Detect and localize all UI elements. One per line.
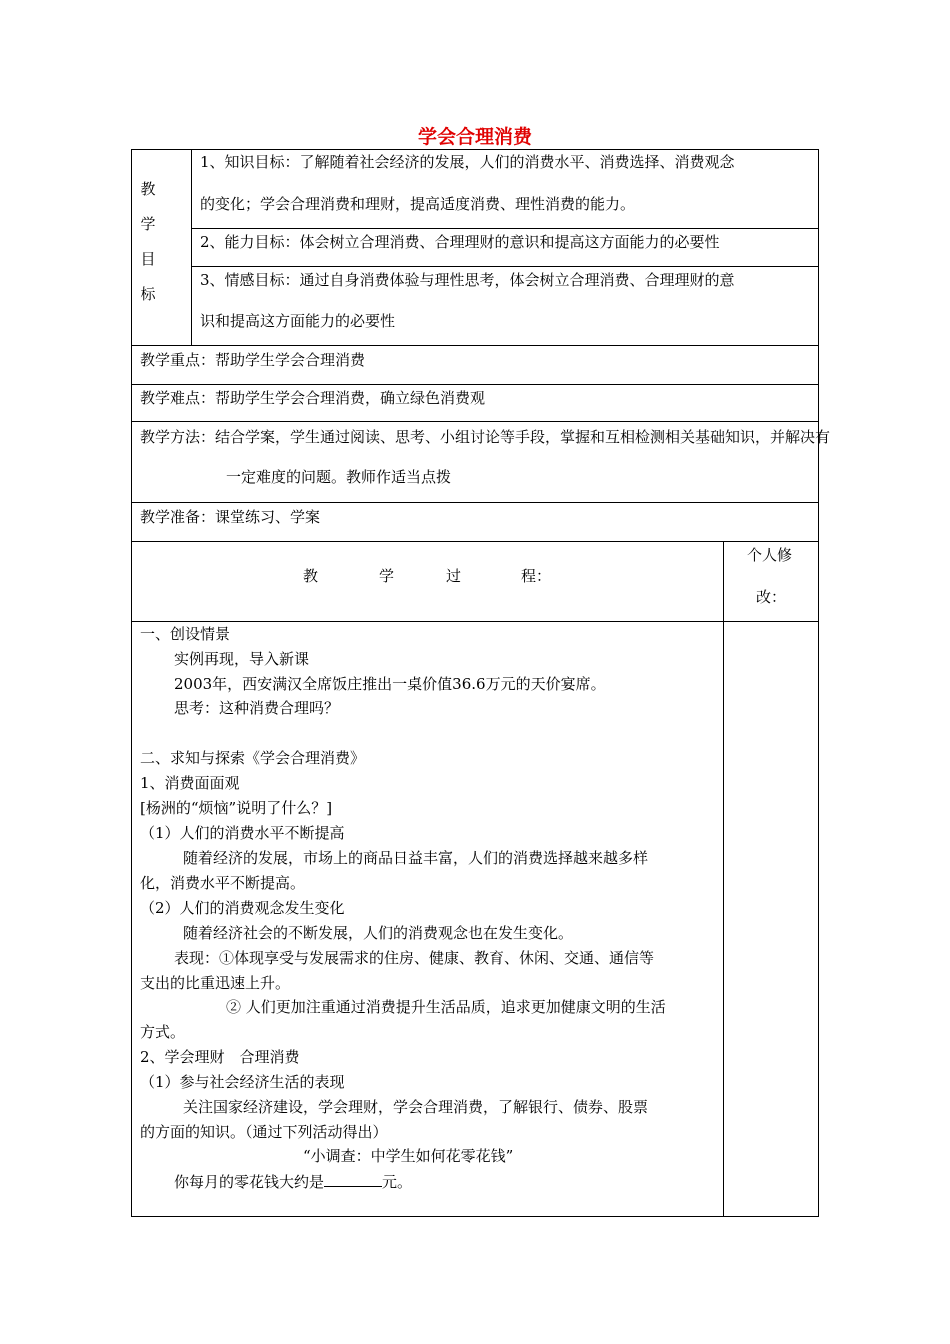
content-line: 方式。 [140,1023,186,1041]
row-divider [131,621,819,622]
content-line: 思考：这种消费合理吗？ [174,699,340,717]
objective-ability: 2、能力目标：体会树立合理消费、合理理财的意识和提高这方面能力的必要性 [200,233,720,251]
objective-emotion-line1: 3、情感目标：通过自身消费体验与理性思考，体会树立合理消费、合理理财的意 [200,271,735,289]
revision-header-line2: 改： [756,588,787,606]
objective-divider [191,228,819,229]
content-line: 关注国家经济建设，学会理财，学会合理消费，了解银行、债券、股票 [183,1098,649,1116]
allowance-blank [324,1171,382,1187]
objective-divider [191,266,819,267]
page-title: 学会合理消费 [417,126,532,148]
method-line1: 教学方法：结合学案，学生通过阅读、思考、小组讨论等手段，掌握和互相检测相关基础知识，并解决有 [140,428,831,446]
preparation: 教学准备：课堂练习、学案 [140,508,321,526]
content-line: 表现：①体现享受与发展需求的住房、健康、教育、休闲、交通、通信等 [174,949,655,967]
content-line: （1）参与社会经济生活的表现 [140,1073,345,1091]
content-line: 1、消费面面观 [140,774,240,792]
allowance-unit: 元。 [382,1173,413,1191]
process-header-char: 过 [446,567,462,585]
key-point: 教学重点：帮助学生学会合理消费 [140,351,366,369]
content-line: 2003年，西安满汉全席饭庄推出一桌价值36.6万元的天价宴席。 [174,675,606,693]
row-divider [131,421,819,422]
objectives-label: 教 学 目 标 [140,180,156,303]
content-line: 支出的比重迅速上升。 [140,974,291,992]
content-line: [杨洲的“烦恼”说明了什么？] [140,799,333,817]
process-header-char: 程： [521,567,552,585]
content-line: 一、创设情景 [140,625,231,643]
row-divider [131,345,819,346]
content-line: 二、求知与探索《学会合理消费》 [140,749,366,767]
revision-column-divider [723,541,724,1217]
process-header-char: 教 [303,567,319,585]
objective-label-divider [191,149,192,345]
row-divider [131,384,819,385]
content-line: “小调查：中学生如何花零花钱” [303,1147,514,1165]
content-line: （2）人们的消费观念发生变化 [140,899,345,917]
content-line: 2、学会理财 合理消费 [140,1048,300,1066]
content-line: 的方面的知识。（通过下列活动得出） [140,1123,388,1141]
row-divider [131,541,819,542]
row-divider [131,502,819,503]
content-line: 实例再现，导入新课 [174,650,310,668]
objective-knowledge-line2: 的变化；学会合理消费和理财，提高适度消费、理性消费的能力。 [200,195,636,213]
allowance-question: 你每月的零花钱大约是 [174,1173,325,1191]
content-line: （1）人们的消费水平不断提高 [140,824,345,842]
process-header-char: 学 [379,567,395,585]
content-line: ② 人们更加注重通过消费提升生活品质，追求更加健康文明的生活 [226,998,666,1016]
method-line2: 一定难度的问题。教师作适当点拨 [226,468,452,486]
objective-emotion-line2: 识和提高这方面能力的必要性 [200,312,396,330]
content-line: 随着经济社会的不断发展，人们的消费观念也在发生变化。 [183,924,574,942]
difficulty: 教学难点：帮助学生学会合理消费，确立绿色消费观 [140,389,486,407]
content-line: 随着经济的发展，市场上的商品日益丰富，人们的消费选择越来越多样 [183,849,649,867]
content-line: 化，消费水平不断提高。 [140,874,306,892]
content-line [174,1171,412,1192]
objective-knowledge-line1: 1、知识目标：了解随着社会经济的发展，人们的消费水平、消费选择、消费观念 [200,153,735,171]
revision-header-line1: 个人修 [747,546,793,564]
